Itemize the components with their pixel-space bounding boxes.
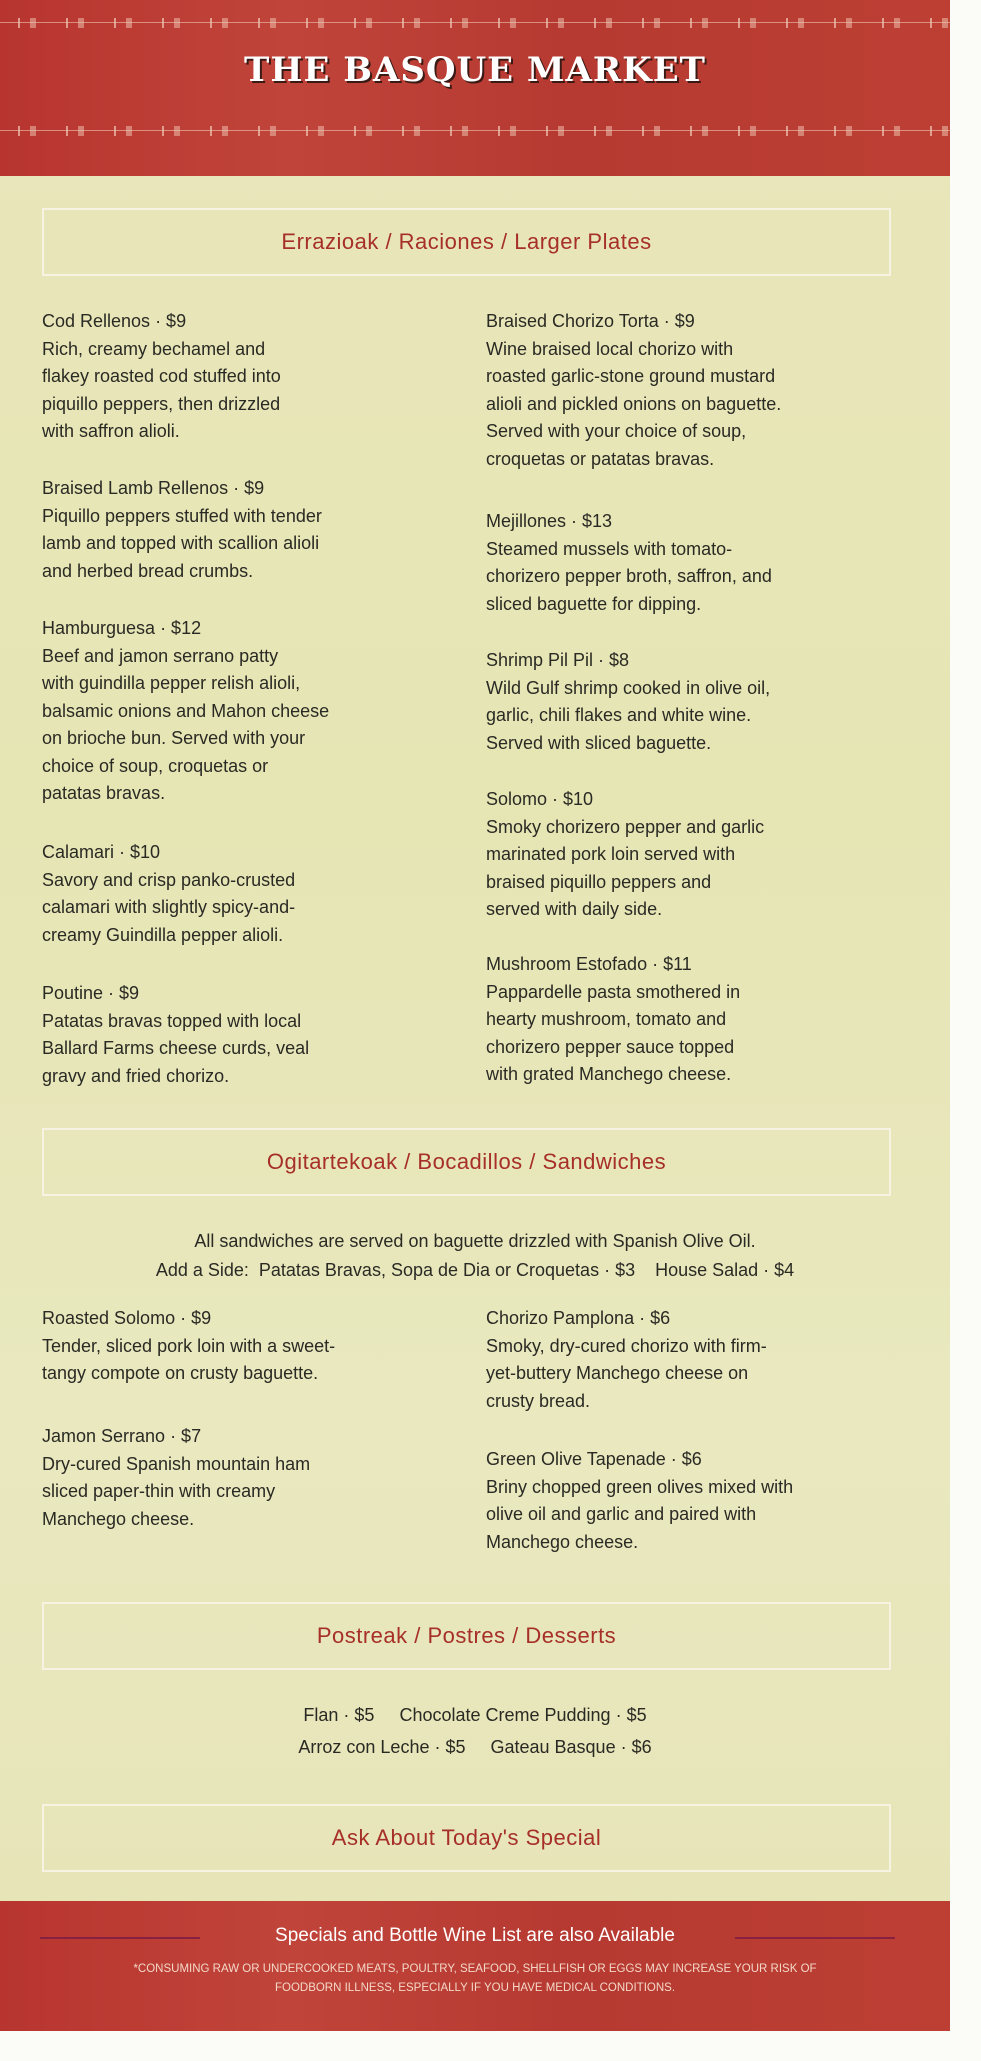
disclaimer: FOODBORN ILLNESS, ESPECIALLY IF YOU HAVE MEDICAL CONDITIONS. xyxy=(274,1982,676,1994)
menu-item-description: on brioche bun. Served with your xyxy=(42,728,306,748)
menu-item-description: lamb and topped with scallion alioli xyxy=(42,533,320,553)
menu-item-description: Served with sliced baguette. xyxy=(486,732,712,753)
menu-item-description: Ballard Farms cheese curds, veal xyxy=(42,1038,310,1058)
menu-item-name: Mejillones · $13 xyxy=(486,511,613,531)
menu-item-description: Rich, creamy bechamel and xyxy=(42,338,266,359)
menu-item-description: chorizero pepper broth, saffron, and xyxy=(486,566,772,586)
todays-special-banner: Ask About Today's Special xyxy=(42,1804,891,1872)
ornament-right xyxy=(735,1937,895,1947)
menu-item xyxy=(486,1305,916,1415)
menu-item-description: croquetas or patatas bravas. xyxy=(486,448,715,469)
menu-item-description: Pappardelle pasta smothered in xyxy=(486,981,741,1002)
menu-item xyxy=(42,839,472,949)
menu-item-description: choice of soup, croquetas or xyxy=(42,755,269,776)
menu-item-description: crusty bread. xyxy=(486,1390,591,1411)
menu-item-name: Solomo · $10 xyxy=(486,789,594,809)
disclaimer: *CONSUMING RAW OR UNDERCOOKED MEATS, POULTRY, SEAFOOD, SHELLFISH OR EGGS MAY INCREASE YOUR RISK OF xyxy=(133,1963,817,1975)
menu-item-description: Steamed mussels with tomato- xyxy=(486,538,733,559)
menu-item-description: roasted garlic-stone ground mustard xyxy=(486,366,776,386)
specials-note: Specials and Bottle Wine List are also Available xyxy=(275,1925,675,1946)
menu-item-description: Piquillo peppers stuffed with tender xyxy=(42,505,322,526)
section-header-desserts: Postreak / Postres / Desserts xyxy=(42,1602,891,1670)
desserts-line: Arroz con Leche · $5 Gateau Basque · $6 xyxy=(298,1737,652,1757)
menu-item-description: with saffron alioli. xyxy=(42,421,180,441)
menu-item-description: and herbed bread crumbs. xyxy=(42,560,254,581)
menu-item-description: with grated Manchego cheese. xyxy=(486,1064,732,1084)
menu-item xyxy=(42,1423,472,1533)
menu-item-description: Manchego cheese. xyxy=(486,1531,639,1552)
menu-item-name: Braised Chorizo Torta · $9 xyxy=(486,311,695,331)
menu-item-name: Calamari · $10 xyxy=(42,842,161,862)
menu-item-description: sliced paper-thin with creamy xyxy=(42,1481,276,1501)
menu-item-name: Hamburguesa · $12 xyxy=(42,618,202,638)
header-band xyxy=(0,0,950,176)
menu-item-description: chorizero pepper sauce topped xyxy=(486,1036,735,1057)
ornament-divider xyxy=(0,130,950,141)
menu-item-description: Tender, sliced pork loin with a sweet- xyxy=(42,1335,336,1356)
menu-item-description: marinated pork loin served with xyxy=(486,844,736,864)
menu-item xyxy=(42,980,472,1090)
footer-band xyxy=(0,1901,950,2031)
section-header-larger-plates: Errazioak / Raciones / Larger Plates xyxy=(42,208,891,276)
menu-item-description: Served with your choice of soup, xyxy=(486,421,747,441)
sandwich-sides-note: Add a Side: Patatas Bravas, Sopa de Dia or Croquetas · $3 House Salad · $4 xyxy=(155,1260,795,1280)
menu-item xyxy=(486,951,916,1089)
menu-item-name: Jamon Serrano · $7 xyxy=(42,1426,202,1446)
menu-item-description: creamy Guindilla pepper alioli. xyxy=(42,924,284,945)
menu-item-name: Poutine · $9 xyxy=(42,983,140,1003)
menu-item-description: with guindilla pepper relish alioli, xyxy=(42,673,301,693)
menu-item-name: Braised Lamb Rellenos · $9 xyxy=(42,478,265,498)
menu-item-description: gravy and fried chorizo. xyxy=(42,1065,230,1086)
menu-item xyxy=(486,647,916,757)
menu-item xyxy=(42,308,472,446)
menu-item-name: Shrimp Pil Pil · $8 xyxy=(486,650,630,670)
menu-item-name: Cod Rellenos · $9 xyxy=(42,311,187,331)
menu-item-description: piquillo peppers, then drizzled xyxy=(42,393,281,414)
menu-item xyxy=(42,475,472,585)
menu-item-description: tangy compote on crusty baguette. xyxy=(42,1363,319,1383)
menu-item-description: sliced baguette for dipping. xyxy=(486,593,702,614)
menu-item-description: calamari with slightly spicy-and- xyxy=(42,897,296,917)
restaurant-title: THE BASQUE MARKET xyxy=(244,50,706,90)
menu-item-description: Smoky chorizero pepper and garlic xyxy=(486,816,765,837)
menu-item xyxy=(42,1305,472,1388)
menu-item-description: Beef and jamon serrano patty xyxy=(42,645,279,666)
menu-item-description: Smoky, dry-cured chorizo with firm- xyxy=(486,1335,767,1356)
menu-item-name: Chorizo Pamplona · $6 xyxy=(486,1308,671,1328)
menu-item xyxy=(486,508,916,618)
menu-item-description: Wine braised local chorizo with xyxy=(486,338,734,359)
menu-item-description: Patatas bravas topped with local xyxy=(42,1010,302,1031)
menu-item-description: Briny chopped green olives mixed with xyxy=(486,1476,794,1497)
menu-item-description: Wild Gulf shrimp cooked in olive oil, xyxy=(486,677,771,698)
menu-item xyxy=(486,786,916,924)
menu-item-description: braised piquillo peppers and xyxy=(486,871,712,892)
menu-item-description: olive oil and garlic and paired with xyxy=(486,1504,757,1524)
menu-item xyxy=(486,308,916,473)
menu-item-description: served with daily side. xyxy=(486,899,663,919)
sandwich-note: All sandwiches are served on baguette drizzled with Spanish Olive Oil. xyxy=(194,1231,756,1251)
menu-item-name: Roasted Solomo · $9 xyxy=(42,1308,212,1328)
ornament-divider xyxy=(0,22,950,33)
menu-item-description: garlic, chili flakes and white wine. xyxy=(486,705,752,725)
menu-item-description: Savory and crisp panko-crusted xyxy=(42,869,296,890)
menu-item xyxy=(42,615,472,808)
menu-item-description: yet-buttery Manchego cheese on xyxy=(486,1363,749,1383)
menu-item-description: balsamic onions and Mahon cheese xyxy=(42,700,330,721)
desserts-line: Flan · $5 Chocolate Creme Pudding · $5 xyxy=(303,1705,647,1725)
menu-item-name: Green Olive Tapenade · $6 xyxy=(486,1449,702,1469)
menu-item-name: Mushroom Estofado · $11 xyxy=(486,954,692,974)
menu-item xyxy=(486,1446,916,1556)
menu-item-description: flakey roasted cod stuffed into xyxy=(42,366,281,386)
menu-item-description: hearty mushroom, tomato and xyxy=(486,1009,727,1029)
section-header-sandwiches: Ogitartekoak / Bocadillos / Sandwiches xyxy=(42,1128,891,1196)
menu-item-description: Dry-cured Spanish mountain ham xyxy=(42,1453,311,1474)
menu-item-description: Manchego cheese. xyxy=(42,1508,195,1529)
menu-item-description: alioli and pickled onions on baguette. xyxy=(486,393,782,414)
menu-item-description: patatas bravas. xyxy=(42,783,166,803)
